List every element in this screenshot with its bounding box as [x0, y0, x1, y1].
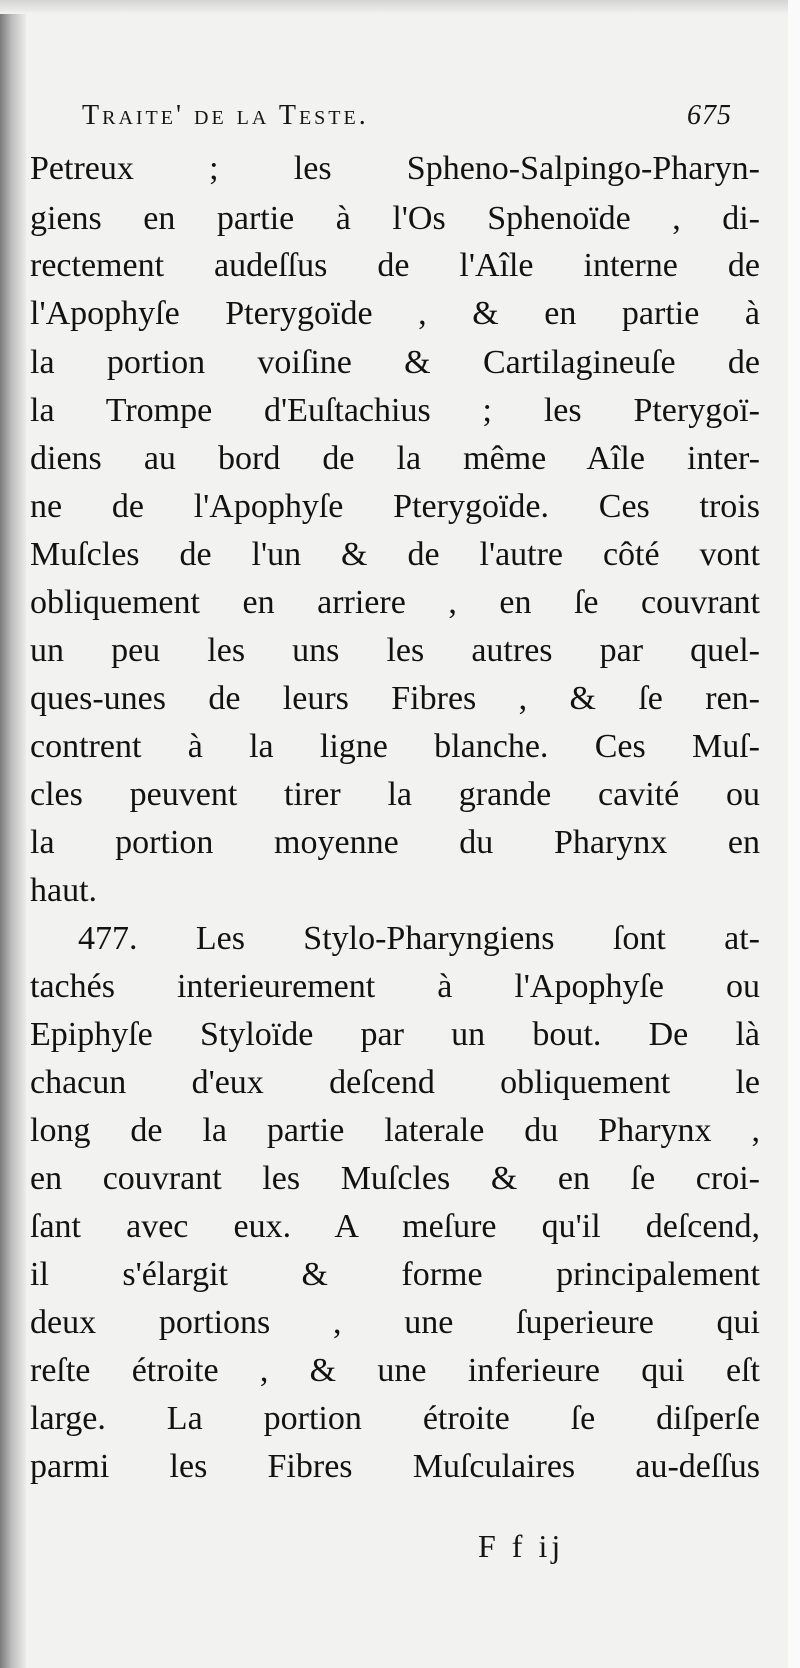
- running-header: [82, 100, 732, 150]
- text-line: giens en partie à l'Os Sphenoïde , di-: [30, 200, 760, 237]
- text-line: ques-unes de leurs Fibres , & ſe ren-: [30, 680, 760, 717]
- signature-mark: F f ij: [478, 1528, 565, 1564]
- text-line: diens au bord de la même Aîle inter-: [30, 440, 760, 477]
- text-line: Petreux ; les Spheno-Salpingo-Pharyn-: [30, 150, 760, 187]
- text-line: l'Apophyſe Pterygoïde , & en partie à: [30, 295, 760, 332]
- text-line: un peu les uns les autres par quel-: [30, 632, 760, 669]
- running-title: Traite' de la Teste.: [82, 100, 369, 131]
- page-top-edge: [0, 0, 800, 14]
- text-line: la portion moyenne du Pharynx en: [30, 824, 760, 861]
- text-line: chacun d'eux deſcend obliquement le: [30, 1064, 760, 1101]
- text-line: tachés interieurement à l'Apophyſe ou: [30, 968, 760, 1005]
- text-line: contrent à la ligne blanche. Ces Muſ-: [30, 728, 760, 765]
- text-line: cles peuvent tirer la grande cavité ou: [30, 776, 760, 813]
- text-line: large. La portion étroite ſe diſperſe: [30, 1400, 760, 1437]
- text-line: ſant avec eux. A meſure qu'il deſcend,: [30, 1208, 760, 1245]
- text-line: haut.: [30, 872, 98, 909]
- text-line: ne de l'Apophyſe Pterygoïde. Ces trois: [30, 488, 760, 525]
- text-line: en couvrant les Muſcles & en ſe croi-: [30, 1160, 760, 1197]
- text-line: parmi les Fibres Muſculaires au-deſſus: [30, 1448, 760, 1485]
- text-line: reſte étroite , & une inferieure qui eſt: [30, 1352, 760, 1389]
- page-right-edge: [788, 0, 800, 1668]
- text-line: rectement audeſſus de l'Aîle interne de: [30, 247, 760, 284]
- text-line: 477. Les Stylo-Pharyngiens ſont at-: [78, 920, 760, 957]
- text-line: il s'élargit & forme principalement: [30, 1256, 760, 1293]
- text-line: long de la partie laterale du Pharynx ,: [30, 1112, 760, 1149]
- text-line: obliquement en arriere , en ſe couvrant: [30, 584, 760, 621]
- text-line: deux portions , une ſuperieure qui: [30, 1304, 760, 1341]
- text-line: la Trompe d'Euſtachius ; les Pterygoï-: [30, 392, 760, 429]
- page-gutter-shadow: [0, 0, 26, 1668]
- text-line: Muſcles de l'un & de l'autre côté vont: [30, 536, 760, 573]
- text-line: Epiphyſe Styloïde par un bout. De là: [30, 1016, 760, 1053]
- page-number: 675: [687, 100, 732, 131]
- text-line: la portion voiſine & Cartilagineuſe de: [30, 344, 760, 381]
